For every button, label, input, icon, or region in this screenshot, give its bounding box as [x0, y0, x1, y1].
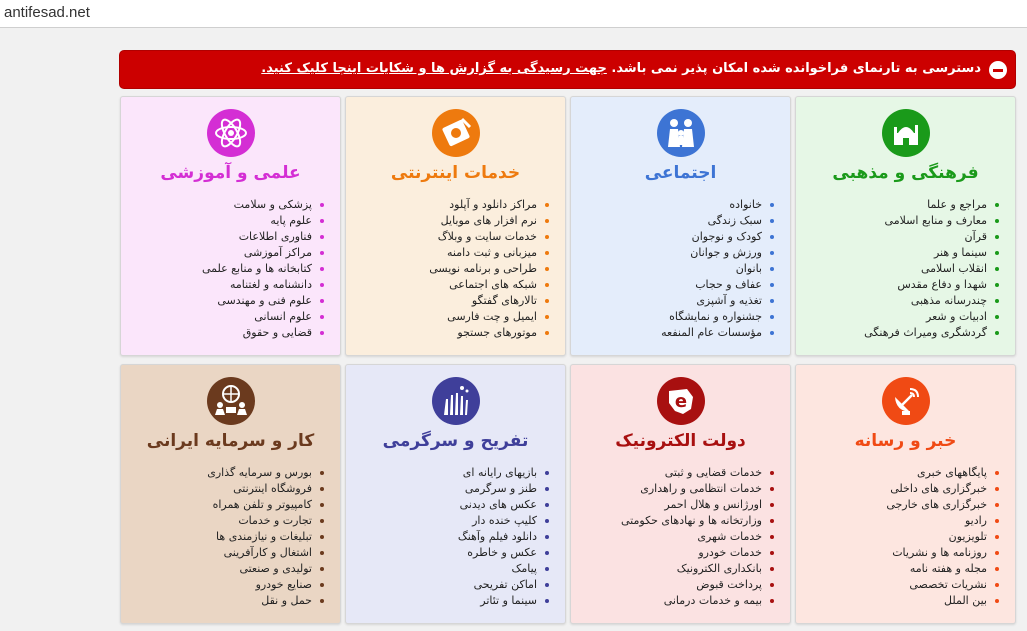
category-link[interactable]: مؤسسات عام المنفعه	[661, 325, 776, 341]
category-link[interactable]: دانلود فیلم وآهنگ	[458, 529, 551, 545]
category-link[interactable]: پزشکی و سلامت	[202, 197, 326, 213]
category-card-news-media	[795, 364, 1016, 624]
category-link[interactable]: صنایع خودرو	[207, 577, 326, 593]
card-title[interactable]: اجتماعی	[644, 163, 717, 183]
business-icon[interactable]	[207, 377, 255, 425]
mosque-icon[interactable]	[882, 109, 930, 157]
category-card-scientific	[120, 96, 341, 356]
category-link[interactable]: بیمه و خدمات درمانی	[621, 593, 776, 609]
category-link[interactable]: سبک زندگی	[661, 213, 776, 229]
category-link[interactable]: چندرسانه مذهبی	[864, 293, 1001, 309]
category-list	[202, 197, 326, 341]
category-link[interactable]: خبرگزاری های داخلی	[886, 481, 1001, 497]
e-gov-icon[interactable]	[657, 377, 705, 425]
category-link[interactable]: خدمات سایت و وبلاگ	[429, 229, 551, 245]
category-link[interactable]: جشنواره و نمایشگاه	[661, 309, 776, 325]
category-link[interactable]: کامپیوتر و تلفن همراه	[207, 497, 326, 513]
minus-circle-icon	[989, 61, 1007, 79]
svg-text:e: e	[674, 391, 687, 412]
category-link[interactable]: ورزش و جوانان	[661, 245, 776, 261]
services-icon[interactable]	[432, 109, 480, 157]
category-link[interactable]: خدمات انتظامی و راهداری	[621, 481, 776, 497]
category-link[interactable]: کتابخانه ها و منابع علمی	[202, 261, 326, 277]
category-link[interactable]: انقلاب اسلامی	[864, 261, 1001, 277]
category-link[interactable]: پرداخت قبوض	[621, 577, 776, 593]
category-link[interactable]: عکس و خاطره	[458, 545, 551, 561]
category-list	[429, 197, 551, 341]
card-title[interactable]: خدمات اینترنتی	[390, 163, 521, 183]
category-link[interactable]: بانوان	[661, 261, 776, 277]
url-text[interactable]: antifesad.net	[4, 4, 90, 21]
category-link[interactable]: عکس های دیدنی	[458, 497, 551, 513]
category-link[interactable]: خبرگزاری های خارجی	[886, 497, 1001, 513]
category-link[interactable]: خدمات قضایی و ثبتی	[621, 465, 776, 481]
category-list	[661, 197, 776, 341]
banner-message	[261, 61, 981, 76]
category-link[interactable]: علوم پایه	[202, 213, 326, 229]
category-link[interactable]: گردشگری ومیراث فرهنگی	[864, 325, 1001, 341]
category-link[interactable]: کلیپ خنده دار	[458, 513, 551, 529]
family-icon[interactable]	[657, 109, 705, 157]
card-title[interactable]: علمی و آموزشی	[160, 163, 301, 183]
card-title[interactable]: فرهنگی و مذهبی	[832, 163, 979, 183]
card-title[interactable]: کار و سرمایه ایرانی	[146, 431, 315, 451]
category-link[interactable]: قضایی و حقوق	[202, 325, 326, 341]
category-link[interactable]: تلویزیون	[886, 529, 1001, 545]
category-list	[886, 465, 1001, 609]
category-link[interactable]: شهدا و دفاع مقدس	[864, 277, 1001, 293]
category-link[interactable]: معارف و منابع اسلامی	[864, 213, 1001, 229]
category-link[interactable]: تغذیه و آشپزی	[661, 293, 776, 309]
category-card-cultural	[795, 96, 1016, 356]
category-link[interactable]: مراجع و علما	[864, 197, 1001, 213]
category-card-social	[570, 96, 791, 356]
category-link[interactable]: موتورهای جستجو	[429, 325, 551, 341]
category-link[interactable]: بازیهای رایانه ای	[458, 465, 551, 481]
category-link[interactable]: طنز و سرگرمی	[458, 481, 551, 497]
category-list	[621, 465, 776, 609]
category-link[interactable]: میزبانی و ثبت دامنه	[429, 245, 551, 261]
category-card-internet-services	[345, 96, 566, 356]
category-link[interactable]: ایمیل و چت فارسی	[429, 309, 551, 325]
hands-icon[interactable]	[432, 377, 480, 425]
category-link[interactable]: پایگاههای خبری	[886, 465, 1001, 481]
satellite-icon[interactable]	[882, 377, 930, 425]
category-link[interactable]: تولیدی و صنعتی	[207, 561, 326, 577]
category-link[interactable]: شبکه های اجتماعی	[429, 277, 551, 293]
category-link[interactable]: عفاف و حجاب	[661, 277, 776, 293]
category-card-entertainment	[345, 364, 566, 624]
category-link[interactable]: تالارهای گفتگو	[429, 293, 551, 309]
category-link[interactable]: بانکداری الکترونیک	[621, 561, 776, 577]
category-list	[864, 197, 1001, 341]
category-link[interactable]: پیامک	[458, 561, 551, 577]
category-list	[458, 465, 551, 609]
category-link[interactable]: حمل و نقل	[207, 593, 326, 609]
card-title[interactable]: تفریح و سرگرمی	[382, 431, 529, 451]
card-title[interactable]: خبر و رسانه	[854, 431, 957, 451]
category-link[interactable]: مراکز دانلود و آپلود	[429, 197, 551, 213]
category-link[interactable]: تبلیغات و نیازمندی ها	[207, 529, 326, 545]
category-link[interactable]: وزارتخانه ها و نهادهای حکومتی	[621, 513, 776, 529]
category-list	[207, 465, 326, 609]
category-link[interactable]: دانشنامه و لغتنامه	[202, 277, 326, 293]
banner-text: دسترسی به تارنمای فراخوانده شده امکان پذیر نمی باشد.	[611, 61, 981, 76]
category-link[interactable]: علوم انسانی	[202, 309, 326, 325]
category-link[interactable]: قرآن	[864, 229, 1001, 245]
report-complaint-link[interactable]: جهت رسیدگی به گزارش ها و شکایات اینجا کلیک کنید.	[261, 61, 607, 76]
category-link[interactable]: طراحی و برنامه نویسی	[429, 261, 551, 277]
category-link[interactable]: خدمات خودرو	[621, 545, 776, 561]
category-link[interactable]: علوم فنی و مهندسی	[202, 293, 326, 309]
category-link[interactable]: نرم افزار های موبایل	[429, 213, 551, 229]
category-link[interactable]: فروشگاه اینترنتی	[207, 481, 326, 497]
address-bar[interactable]	[0, 0, 1027, 28]
category-link[interactable]: بین الملل	[886, 593, 1001, 609]
category-link[interactable]: مجله و هفته نامه	[886, 561, 1001, 577]
category-link[interactable]: رادیو	[886, 513, 1001, 529]
access-denied-banner	[119, 50, 1016, 89]
category-card-business	[120, 364, 341, 624]
category-link[interactable]: روزنامه ها و نشریات	[886, 545, 1001, 561]
category-link[interactable]: نشریات تخصصی	[886, 577, 1001, 593]
category-link[interactable]: ادبیات و شعر	[864, 309, 1001, 325]
category-link[interactable]: فناوری اطلاعات	[202, 229, 326, 245]
category-link[interactable]: اورژانس و هلال احمر	[621, 497, 776, 513]
category-link[interactable]: تجارت و خدمات	[207, 513, 326, 529]
category-link[interactable]: اشتغال و کارآفرینی	[207, 545, 326, 561]
category-link[interactable]: خانواده	[661, 197, 776, 213]
category-link[interactable]: کودک و نوجوان	[661, 229, 776, 245]
category-link[interactable]: مراکز آموزشی	[202, 245, 326, 261]
category-link[interactable]: بورس و سرمایه گذاری	[207, 465, 326, 481]
card-title[interactable]: دولت الکترونیک	[615, 431, 746, 451]
category-link[interactable]: اماکن تفریحی	[458, 577, 551, 593]
category-card-e-government	[570, 364, 791, 624]
category-link[interactable]: سینما و تئاتر	[458, 593, 551, 609]
category-link[interactable]: خدمات شهری	[621, 529, 776, 545]
category-link[interactable]: سینما و هنر	[864, 245, 1001, 261]
atom-icon[interactable]	[207, 109, 255, 157]
